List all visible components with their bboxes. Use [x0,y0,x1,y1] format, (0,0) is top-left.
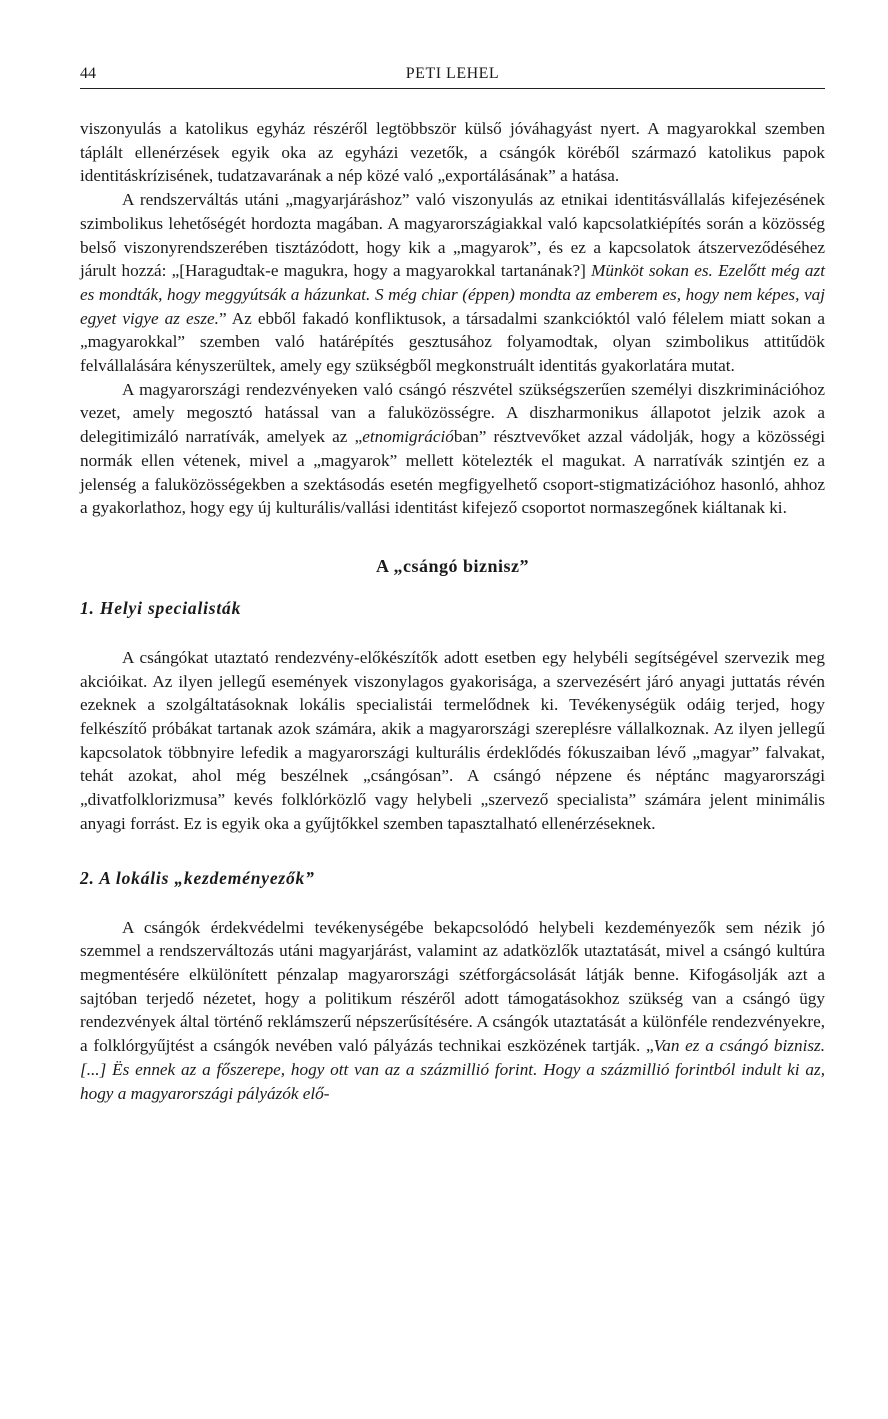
page-number: 44 [80,65,96,82]
body-text [80,117,825,520]
paragraph-lokalis-kezdemenyezok [80,916,825,1106]
interview-quote: Van ez a csángó biznisz. [...] Ës ennek az a főszerepe, hogy ott van az a százmillió forint. Hogy a százmillió forintból indult ki az, hogy a magyarországi pályázók elő- [80,1036,826,1103]
paragraph-text: A magyarországi rendezvényeken való csángó részvétel szükségszerűen személyi diszkriminációhoz vezet, amely megosztó hatással van a faluközösségre. A diszharmonikus állapotot jelzik azok a delegitimizáló narratívák, amelyek az „ [80,379,825,447]
running-head [80,62,825,89]
paragraph-text: A rendszerváltás utáni „magyarjáráshoz” való viszonyulás az etnikai identitásvállalás kifejezésének szimbolikus lehetőségét hordozta magában. A magyarországiakkal való kapcsolatkiépítés során a közösség belső viszonyrendszerében tisztázódott, hogy kik a „magyarok”, és ez a kapcsolatok átszerveződéséhez járult hozzá: „[Haragudtak-e magukra, hogy a magyarokkal tartanának?] [80,190,825,281]
interview-quote: Münköt sokan es. Ezelőtt még azt es mondták, hogy meggyútsák a házunkat. S még chiar (éppen) mondta az emberem es, hogy nem képes, vaj egyet vigye az esze. [80,261,825,328]
paragraph-text: A csángók érdekvédelmi tevékenységébe bekapcsolódó helybeli kezdeményezők sem nézik jó szemmel a rendszerváltozás utáni magyarjárást, valamint az adatközlők utaztatását, mivel a csángó kultúra megmentésére elkülönített pénzalap magyarországi szétforgácsolását látják benne. Kifogásolják azt a sajtóban terjedő nézetet, hogy a politikum részéről adott támogatásokhoz szükség van a csángó ügy rendezvények által történő reklámszerű népszerűsítésére. A csángók utaztatását a különféle rendezvényekre, a folklórgyűjtést a csángók nevében való pályázás technikai eszközének tartják. „ [80,917,825,1056]
paragraph-helyi-specialistak: A csángókat utaztató rendezvény-előkészítők adott esetben egy helybéli segítségével szervezik meg akcióikat. Az ilyen jellegű események viszonylagos gyakorisága, a szervezésért járó anyagi juttatás révén ezeknek a szolgáltatásoknak lokális specialistái termelődnek ki. Tevékenységük odáig terjed, hogy felkészítő próbákat tartanak azok számára, akik a magyarországi szereplésre vállalkoznak. Az ilyen jellegű kapcsolatok többnyire lefedik a magyarországi kulturális érdeklődés fókuszaiban lévő „magyar” falvakat, tehát azokat, ahol még beszélnek „csángósan”. A csángó népzene és néptánc magyarországi „divatfolklorizmusa” kevés folklórközlő vagy helybeli „szervező specialista” számára jelent minimális anyagi forrást. Ez is egyik oka a gyűjtőkkel szemben tapasztalható ellenérzéseknek. [80,647,825,833]
page [80,62,825,1105]
paragraph-continuation: viszonyulás a katolikus egyház részéről legtöbbször külső jóváhagyást nyert. A magyarokkal szemben táplált ellenérzések egyik oka az egyházi vezetők, a csángók köréből származó katolikus papok identitáskrízisének, tudatzavarának a nép közé való „exportálásának” a hatása. [80,119,825,186]
section-title: A „csángó biznisz” [375,555,530,576]
paragraph-text: ban” résztvevőket azzal vádolják, hogy a közösségi normák ellen vétenek, mivel a „magyarok” mellett kötelezték el magukat. A narratívák szintjén ez a jelenség a faluközösségekben a szektásodás esetén megfigyelhető csoport-stigmatizációhoz hasonló, ahhoz a gyakorlathoz, hogy egy új kulturális/vallási identitást kifejező csoportot normaszegőnek kiáltanak ki. [80,427,826,518]
subsection-title-helyi-specialistak: 1. Helyi specialisták [80,597,242,618]
subsection-title-lokalis-kezdemenyezok: 2. A lokális „kezdeményezők” [80,867,315,888]
paragraph-text: ” Az ebből fakadó konfliktusok, a társadalmi szankcióktól való félelem miatt sokan a „magyarokkal” szemben való határépítés gesztusához folyamodtak, olyan szimbolikus attitűdök felvállalására kényszerültek, amely egy szükségből megkonstruált identitás gyakorlatára mutat. [80,308,825,376]
paragraph-rendezvenyek [80,378,825,520]
paragraph-rendszervaltas [80,188,825,378]
emphasized-term: etnomigráció [362,427,454,447]
running-title: PETI LEHEL [405,65,500,82]
